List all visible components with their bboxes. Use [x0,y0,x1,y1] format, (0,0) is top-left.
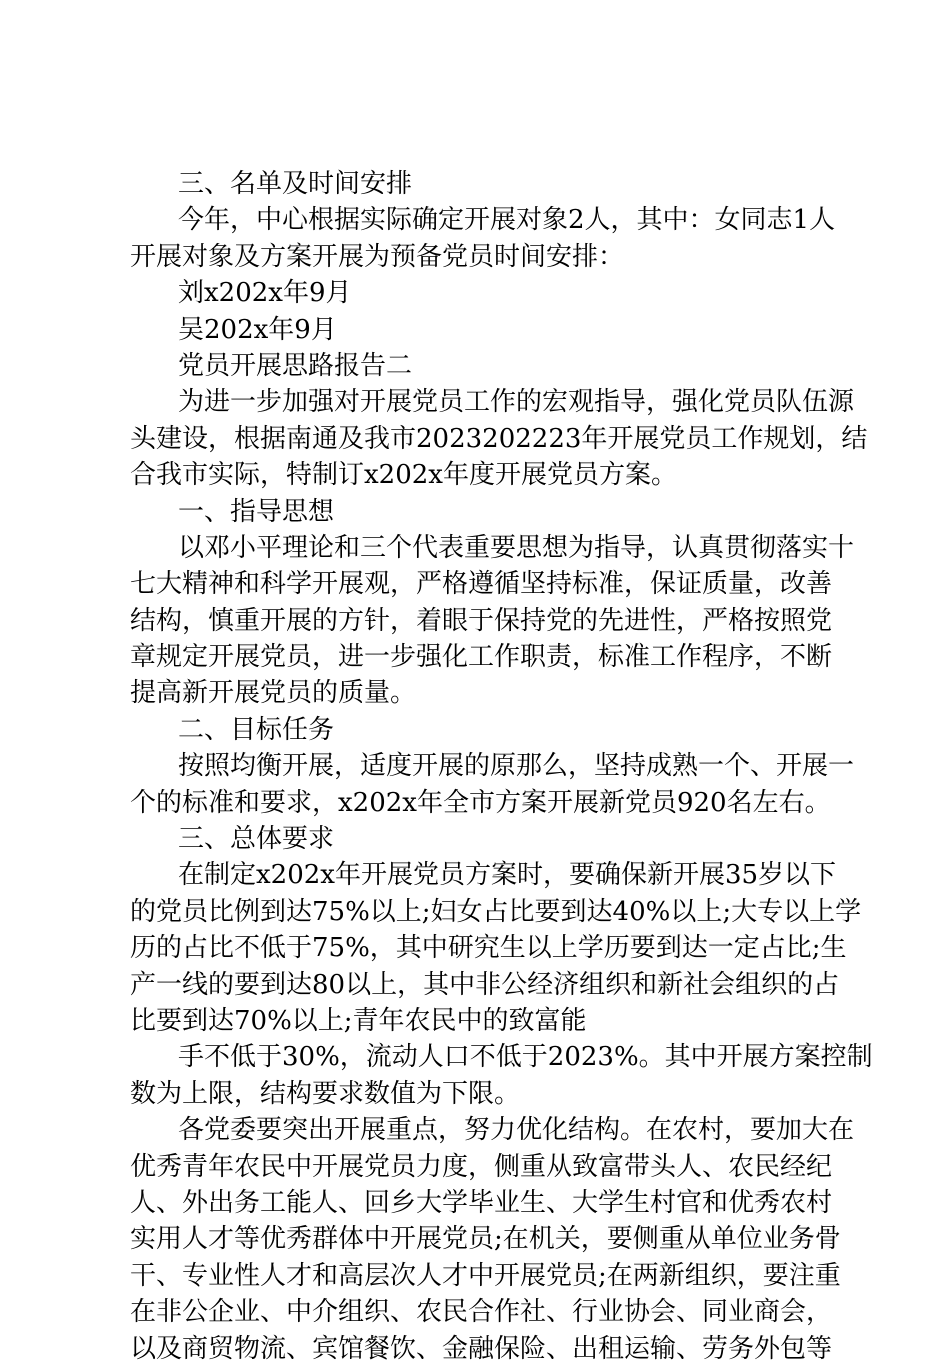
paragraph-line: 按照均衡开展，适度开展的原那么，坚持成熟一个、开展一 [178,751,855,782]
paragraph-line: 以邓小平理论和三个代表重要思想为指导，认真贯彻落实十 [178,532,855,563]
paragraph-line: 合我市实际，特制订x202x年度开展党员方案。 [130,460,677,491]
paragraph-line: 干、专业性人才和高层次人才中开展党员;在两新组织，要注重 [130,1260,841,1291]
paragraph-line: 以及商贸物流、宾馆餐饮、金融保险、出租运输、劳务外包等 [130,1333,833,1364]
paragraph-line: 各党委要突出开展重点，努力优化结构。在农村，要加大在 [178,1115,855,1146]
paragraph-line: 人、外出务工能人、回乡大学毕业生、大学生村官和优秀农村 [130,1187,833,1218]
section-heading-requirements: 三、总体要求 [178,824,335,855]
paragraph-line: 今年，中心根据实际确定开展对象2人，其中：女同志1人 [178,205,836,236]
schedule-item-wu: 吴202x年9月 [178,314,337,345]
paragraph-line: 开展对象及方案开展为预备党员时间安排： [130,241,625,272]
paragraph-line: 七大精神和科学开展观，严格遵循坚持标准，保证质量，改善 [130,569,833,600]
paragraph-line: 提高新开展党员的质量。 [130,678,417,709]
paragraph-line: 头建设，根据南通及我市2023202223年开展党员工作规划，结 [130,423,868,454]
paragraph-line: 产一线的要到达80以上，其中非公经济组织和新社会组织的占 [130,969,840,1000]
paragraph-line: 结构，慎重开展的方针，着眼于保持党的先进性，严格按照党 [130,605,833,636]
paragraph-line: 在制定x202x年开展党员方案时，要确保新开展35岁以下 [178,860,837,891]
schedule-item-liu: 刘x202x年9月 [178,278,352,309]
section-heading-targets: 二、目标任务 [178,714,335,745]
section-heading-guiding-ideology: 一、指导思想 [178,496,335,527]
paragraph-line: 在非公企业、中介组织、农民合作社、行业协会、同业商会， [130,1297,833,1328]
section-heading-list-schedule: 三、名单及时间安排 [178,169,413,199]
paragraph-line: 的党员比例到达75%以上;妇女占比要到达40%以上;大专以上学 [130,896,862,927]
paragraph-line: 优秀青年农民中开展党员力度，侧重从致富带头人、农民经纪 [130,1151,833,1182]
report-title: 党员开展思路报告二 [178,350,413,381]
paragraph-line: 比要到达70%以上;青年农民中的致富能 [130,1005,587,1036]
paragraph-line: 手不低于30%，流动人口不低于2023%。其中开展方案控制 [178,1042,873,1073]
paragraph-line: 章规定开展党员，进一步强化工作职责，标准工作程序，不断 [130,642,833,673]
document-page [130,166,873,1367]
paragraph-line: 历的占比不低于75%，其中研究生以上学历要到达一定占比;生 [130,933,847,964]
paragraph-line: 数为上限，结构要求数值为下限。 [130,1078,521,1109]
paragraph-line: 个的标准和要求，x202x年全市方案开展新党员920名左右。 [130,787,831,818]
paragraph-line: 为进一步加强对开展党员工作的宏观指导，强化党员队伍源 [178,387,855,418]
paragraph-line: 实用人才等优秀群体中开展党员;在机关，要侧重从单位业务骨 [130,1224,841,1255]
